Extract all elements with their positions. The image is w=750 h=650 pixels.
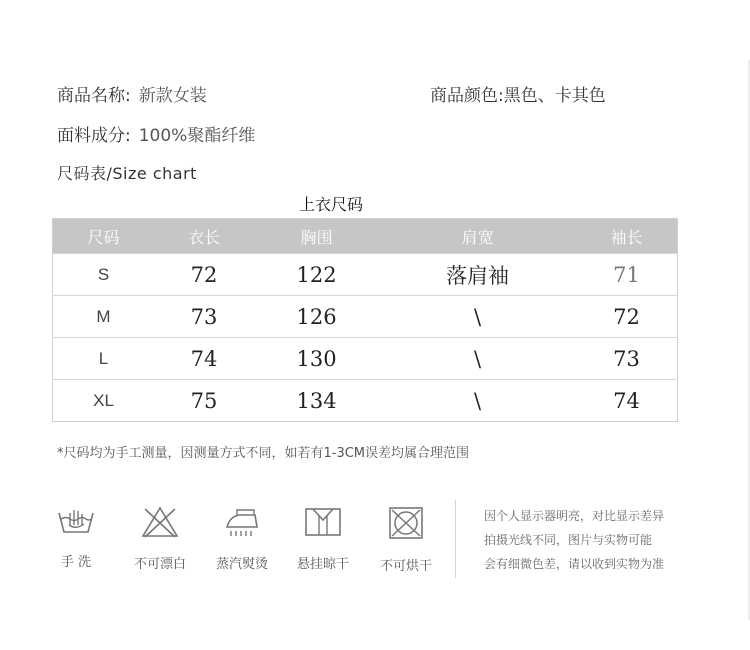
measurement-note: *尺码均为手工测量，因测量方式不同，如若有1-3CM误差均属合理范围 bbox=[57, 446, 470, 461]
table-row bbox=[53, 296, 678, 338]
size-table bbox=[52, 218, 678, 422]
no-tumble-dry-icon bbox=[386, 505, 426, 541]
disclaimer-line: 因个人显示器明亮，对比显示差异 bbox=[484, 509, 665, 523]
table-row bbox=[53, 338, 678, 380]
care-no-bleach bbox=[120, 505, 200, 572]
care-steam-iron bbox=[202, 505, 282, 572]
product-color bbox=[430, 81, 606, 106]
header-size: 尺码 bbox=[53, 219, 155, 254]
length-cell: 72 bbox=[154, 254, 254, 296]
size-cell: M bbox=[53, 296, 155, 338]
size-cell: S bbox=[53, 254, 155, 296]
length-cell: 73 bbox=[154, 296, 254, 338]
shoulder-cell: \ bbox=[379, 296, 576, 338]
product-material-label: 面料成分: bbox=[57, 126, 131, 146]
care-label: 手 洗 bbox=[60, 555, 92, 570]
size-cell: XL bbox=[53, 380, 155, 422]
care-no-tumble-dry bbox=[366, 505, 446, 574]
product-color-label: 商品颜色: bbox=[430, 86, 504, 106]
table-header-row bbox=[53, 219, 678, 254]
steam-iron-icon bbox=[222, 505, 262, 539]
product-material-value: 100%聚酯纤维 bbox=[138, 126, 256, 146]
size-cell: L bbox=[53, 338, 155, 380]
color-disclaimer bbox=[484, 504, 684, 576]
product-color-value: 黑色、卡其色 bbox=[503, 86, 606, 106]
care-label: 不可漂白 bbox=[133, 557, 186, 572]
no-bleach-icon bbox=[140, 505, 180, 539]
header-sleeve: 袖长 bbox=[576, 219, 678, 254]
sleeve-cell: 71 bbox=[576, 254, 678, 296]
table-title: 上衣尺码 bbox=[299, 195, 364, 214]
bust-cell: 134 bbox=[254, 380, 379, 422]
care-hang-dry bbox=[283, 505, 363, 572]
table-row bbox=[53, 380, 678, 422]
header-length: 衣长 bbox=[154, 219, 254, 254]
care-label: 蒸汽熨烫 bbox=[215, 557, 268, 572]
table-row bbox=[53, 254, 678, 296]
bust-cell: 130 bbox=[254, 338, 379, 380]
product-material bbox=[57, 121, 255, 146]
care-label: 悬挂晾干 bbox=[296, 557, 349, 572]
disclaimer-line: 会有细微色差，请以收到实物为准 bbox=[484, 557, 665, 571]
bust-cell: 126 bbox=[254, 296, 379, 338]
sleeve-cell: 73 bbox=[576, 338, 678, 380]
care-label: 不可烘干 bbox=[379, 559, 432, 574]
shoulder-cell: 落肩袖 bbox=[379, 254, 576, 296]
length-cell: 74 bbox=[154, 338, 254, 380]
disclaimer-line: 拍摄光线不同，图片与实物可能 bbox=[484, 533, 653, 547]
bust-cell: 122 bbox=[254, 254, 379, 296]
care-hand-wash bbox=[36, 505, 116, 570]
size-chart-title: 尺码表/Size chart bbox=[57, 164, 197, 183]
sleeve-cell: 74 bbox=[576, 380, 678, 422]
sleeve-cell: 72 bbox=[576, 296, 678, 338]
divider bbox=[455, 500, 456, 578]
hand-wash-icon bbox=[56, 505, 96, 537]
header-bust: 胸围 bbox=[254, 219, 379, 254]
length-cell: 75 bbox=[154, 380, 254, 422]
product-name-label: 商品名称: bbox=[57, 86, 131, 106]
hang-dry-icon bbox=[303, 505, 343, 539]
header-shoulder: 肩宽 bbox=[379, 219, 576, 254]
shoulder-cell: \ bbox=[379, 338, 576, 380]
product-name-value: 新款女装 bbox=[138, 86, 207, 106]
product-name bbox=[57, 81, 207, 106]
shoulder-cell: \ bbox=[379, 380, 576, 422]
